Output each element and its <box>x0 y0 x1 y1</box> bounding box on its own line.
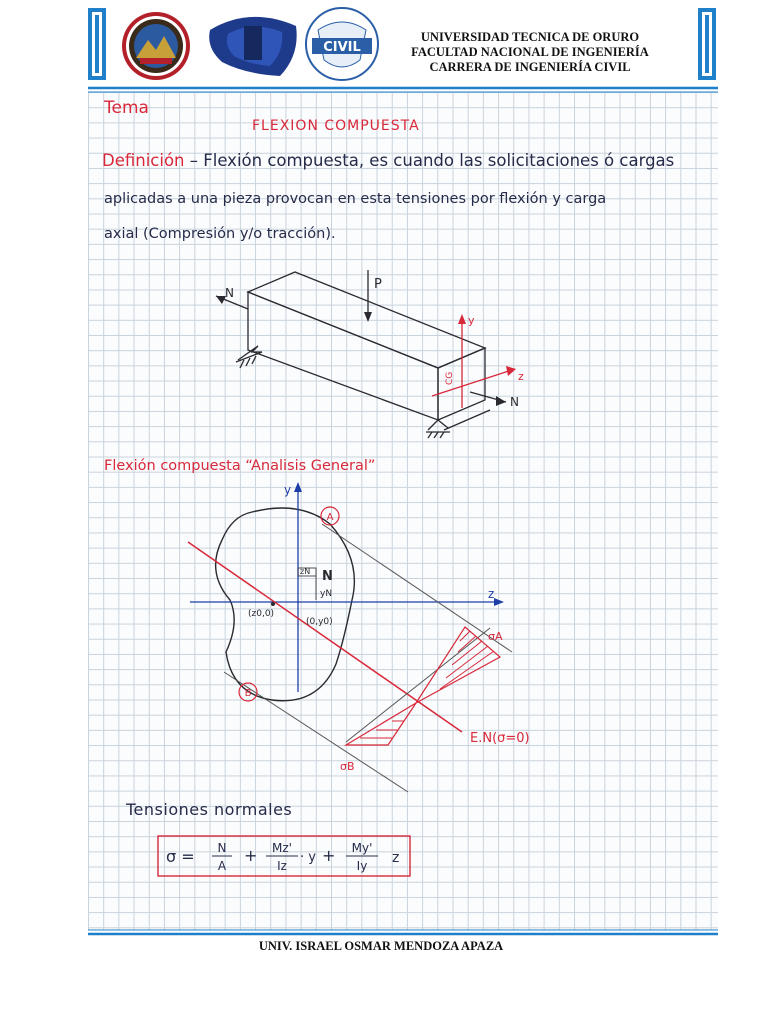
definition-label: Definición <box>102 151 185 170</box>
header-line-1: UNIVERSIDAD TECNICA DE ORURO <box>420 30 640 44</box>
label-n-right: N <box>510 395 519 409</box>
beam-label-z: z <box>518 370 524 383</box>
label-z0: (z0,0) <box>248 609 275 619</box>
label-n-point: N <box>322 569 333 584</box>
formula-sigma: σ = <box>166 847 195 866</box>
label-p: P <box>374 277 382 292</box>
definition-line-2: aplicadas a una pieza provocan en esta tensiones por flexión y carga <box>104 191 607 207</box>
footer-author: UNIV. ISRAEL OSMAR MENDOZA APAZA <box>258 939 504 953</box>
beam-label-y: y <box>468 314 475 327</box>
beam-label-cg: CG <box>445 371 455 385</box>
formula-iz: Iz <box>277 859 287 873</box>
definition-text-1: – Flexión compuesta, es cuando las solicitaciones ó cargas <box>184 151 675 170</box>
tema-label: Tema <box>104 98 149 118</box>
label-y0: (0,y0) <box>306 617 333 627</box>
header-line-2: FACULTAD NACIONAL DE INGENIERÍA <box>411 45 649 59</box>
formula-my: My' <box>351 841 373 855</box>
label-a: A <box>326 512 334 523</box>
label-n-left: N <box>225 286 234 300</box>
formula-a: A <box>217 859 227 873</box>
normal-stresses-title: Tensiones normales <box>126 800 293 819</box>
general-analysis-title: Flexión compuesta “Analisis General” <box>104 458 376 474</box>
label-sigma-a: σA <box>488 630 503 643</box>
header-line-3: CARRERA DE INGENIERÍA CIVIL <box>429 60 631 74</box>
formula-mz: Mz' <box>272 841 292 855</box>
label-zn: zN <box>300 567 311 576</box>
label-b: B <box>244 688 252 699</box>
definition-line-3: axial (Compresión y/o tracción). <box>104 226 336 242</box>
label-sigma-b: σB <box>340 760 355 773</box>
label-neutral-axis: E.N(σ=0) <box>470 731 530 746</box>
civil-logo-text: CIVIL <box>323 40 361 55</box>
formula-plus-2: + <box>322 846 336 865</box>
formula-z: z <box>392 850 400 866</box>
formula-iy: Iy <box>356 859 368 873</box>
formula-n: N <box>217 841 227 855</box>
formula-plus-1: + <box>244 846 258 865</box>
section-label-y: y <box>284 483 292 497</box>
formula-y: · y <box>300 850 316 865</box>
tema-title: FLEXION COMPUESTA <box>252 118 420 134</box>
label-yn: yN <box>320 589 333 599</box>
section-label-z: z <box>488 587 495 601</box>
